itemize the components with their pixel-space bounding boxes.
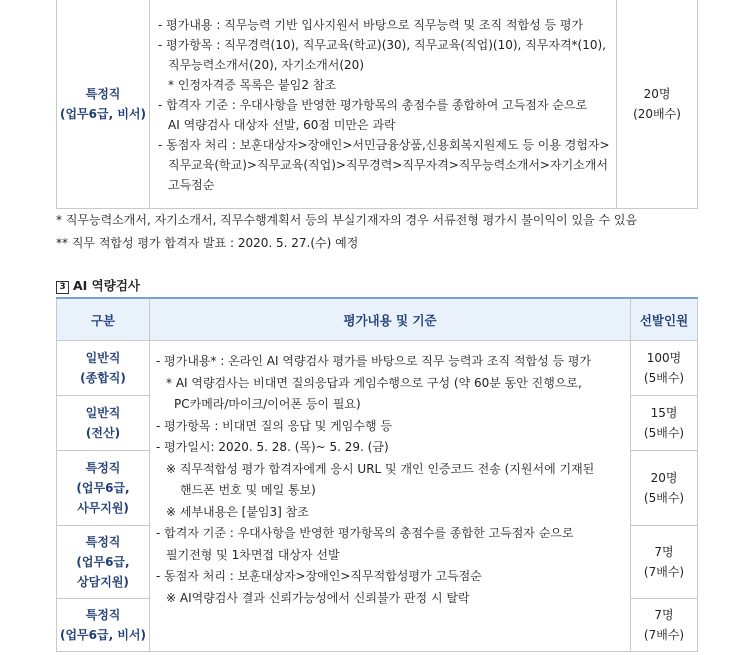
selection-multiple: (5배수) (643, 491, 685, 505)
selection-count: 15명 (650, 406, 678, 420)
criteria-line: - 합격자 기준 : 우대사항을 반영한 평가항목의 총점수를 종합한 고득점자 순으로 (156, 526, 574, 540)
category-line: 특정직 (85, 535, 121, 549)
criteria-line: ※ AI역량검사 결과 신뢰가능성에서 신뢰불가 판정 시 탈락 (166, 590, 470, 605)
column-header: 평가내용 및 기준 (150, 298, 631, 341)
criteria-line: - 합격자 기준 : 우대사항을 반영한 평가항목의 총점수를 종합하여 고득점자 순으로 (158, 98, 588, 112)
column-header: 구분 (57, 298, 150, 341)
table-header-row (57, 298, 698, 341)
category-cell (57, 451, 150, 526)
category-line: (업무6급, 비서) (59, 107, 146, 121)
category-cell (57, 599, 150, 652)
selection-cell (631, 396, 698, 451)
category-line: (업무6급, (76, 481, 130, 495)
criteria-line: - 평가항목 : 비대면 질의 응답 및 게임수행 등 (156, 418, 392, 433)
selection-count: 20명 (643, 87, 671, 101)
footnote: * 직무능력소개서, 자기소개서, 직무수행계획서 등의 부실기재자의 경우 서류전형 평가시 불이익이 있을 수 있음 (56, 213, 638, 227)
category-cell (57, 396, 150, 451)
criteria-line: ※ 직무적합성 평가 합격자에게 응시 URL 및 개인 인증코드 전송 (지원서에 기재된 (166, 461, 595, 476)
category-line: 일반직 (85, 351, 121, 365)
criteria-line: 필기전형 및 1차면접 대상자 선발 (166, 547, 340, 562)
criteria-line: - 평가항목 : 직무경력(10), 직무교육(학교)(30), 직무교육(직업)(10), 직무자격*(10), (158, 38, 606, 52)
category-line: (업무6급, 비서) (59, 628, 146, 642)
section-heading (56, 276, 140, 294)
category-line: 상담지원) (77, 575, 129, 589)
category-cell (57, 341, 150, 396)
category-line: (전산) (85, 426, 121, 440)
table-row (57, 341, 698, 396)
criteria-line: * 인정자격증 목록은 붙임2 참조 (168, 78, 336, 92)
criteria-line: 핸드폰 번호 및 메일 통보) (180, 483, 316, 497)
selection-cell (631, 451, 698, 526)
document-screening-table (56, 0, 698, 209)
ai-assessment-table (56, 297, 698, 652)
selection-count: 20명 (650, 471, 678, 485)
criteria-line: 직무능력소개서(20), 자기소개서(20) (168, 58, 364, 72)
category-line: (업무6급, (76, 555, 130, 569)
criteria-line: - 동점자 처리 : 보훈대상자>장애인>서민금융상품,신용회복지원제도 등 이용 경험자> (158, 138, 610, 152)
criteria-cell (150, 0, 617, 209)
category-line: (종합직) (80, 371, 126, 385)
section-title: AI 역량검사 (73, 278, 140, 293)
criteria-line: - 동점자 처리 : 보훈대상자>장애인>직무적합성평가 고득점순 (156, 569, 482, 583)
criteria-cell (150, 341, 631, 652)
selection-multiple: (5배수) (643, 371, 685, 385)
selection-cell (617, 0, 698, 209)
selection-count: 100명 (646, 351, 682, 365)
selection-multiple: (7배수) (643, 565, 685, 579)
selection-count: 7명 (654, 545, 674, 559)
footnote: ** 직무 적합성 평가 합격자 발표 : 2020. 5. 27.(수) 예정 (56, 236, 359, 250)
criteria-line: - 평가일시: 2020. 5. 28. (목)~ 5. 29. (금) (156, 440, 389, 454)
criteria-line: - 평가내용 : 직무능력 기반 입사지원서 바탕으로 직무능력 및 조직 적합성 등 평가 (158, 18, 584, 32)
category-line: 특정직 (85, 461, 121, 475)
criteria-line: 고득점순 (168, 178, 215, 192)
column-header: 선발인원 (631, 298, 698, 341)
selection-multiple: (5배수) (643, 426, 685, 440)
selection-cell (631, 341, 698, 396)
criteria-line: AI 역량검사 대상자 선발, 60점 미만은 과락 (168, 118, 396, 132)
section-number: 3 (56, 281, 69, 294)
criteria-line: PC카메라/마이크/이어폰 등이 필요) (174, 397, 361, 411)
selection-count: 7명 (654, 608, 674, 622)
category-line: 특정직 (85, 608, 121, 622)
selection-cell (631, 599, 698, 652)
selection-multiple: (20배수) (633, 107, 681, 121)
table-row (57, 0, 698, 209)
criteria-line: * AI 역량검사는 비대면 질의응답과 게임수행으로 구성 (약 60분 동안 진행으로, (166, 375, 582, 390)
category-cell (57, 526, 150, 599)
criteria-line: - 평가내용* : 온라인 AI 역량검사 평가를 바탕으로 직무 능력과 조직 적합성 등 평가 (156, 354, 592, 368)
category-line: 사무지원) (77, 501, 129, 515)
criteria-line: ※ 세부내용은 [붙임3] 참조 (166, 504, 309, 519)
criteria-line: 직무교육(학교)>직무교육(직업)>직무경력>직무자격>직무능력소개서>자기소개서 (168, 158, 608, 172)
selection-multiple: (7배수) (643, 628, 685, 642)
category-line: 특정직 (85, 87, 121, 101)
category-line: 일반직 (85, 406, 121, 420)
category-cell (57, 0, 150, 209)
selection-cell (631, 526, 698, 599)
